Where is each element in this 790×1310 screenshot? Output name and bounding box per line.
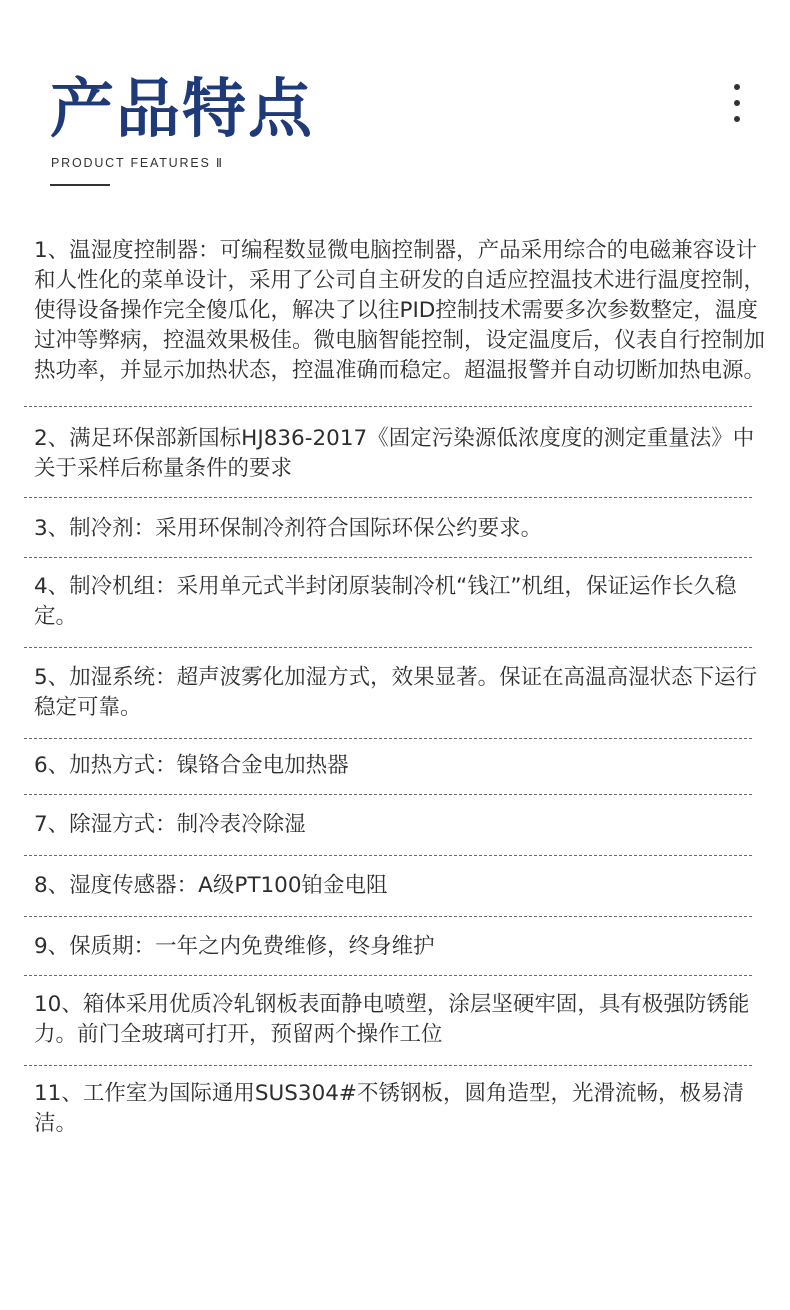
feature-text: 11、工作室为国际通用SUS304#不锈钢板，圆角造型，光滑流畅，极易清洁。 xyxy=(34,1081,744,1136)
dashed-divider xyxy=(24,557,752,558)
feature-item-10 xyxy=(22,990,767,1050)
feature-text: 4、制冷机组：采用单元式半封闭原装制冷机“钱江”机组，保证运作长久稳定。 xyxy=(34,574,737,629)
feature-item-6 xyxy=(22,751,767,781)
feature-text: 10、箱体采用优质冷轧钢板表面静电喷塑，涂层坚硬牢固，具有极强防锈能力。前门全玻璃可打开，预留两个操作工位 xyxy=(34,992,750,1047)
dashed-divider xyxy=(24,497,752,498)
dashed-divider xyxy=(24,855,752,856)
feature-list xyxy=(22,232,767,1139)
feature-item-9 xyxy=(22,932,767,962)
dashed-divider xyxy=(24,794,752,795)
page-header xyxy=(0,0,790,200)
feature-item-5 xyxy=(22,663,767,723)
feature-item-11 xyxy=(22,1079,767,1139)
feature-item-1 xyxy=(22,236,767,386)
feature-text: 9、保质期：一年之内免费维修，终身维护 xyxy=(34,934,435,959)
more-vertical-icon[interactable] xyxy=(730,84,744,126)
feature-item-4 xyxy=(22,572,767,632)
feature-item-2 xyxy=(22,424,767,484)
page-subtitle: PRODUCT FEATURES Ⅱ xyxy=(51,156,224,170)
feature-text: 1、温湿度控制器：可编程数显微电脑控制器，产品采用综合的电磁兼容设计和人性化的菜单设计，采用了公司自主研发的自适应控温技术进行温度控制，使得设备操作完全傻瓜化，解决了以往PID控制技术需要多次参数整定，温度过冲等弊病，控温效果极佳。微电脑智能控制，设定温度后，仪表自行控制加热功率，并显示加热状态，控温准确而稳定。超温报警并自动切断加热电源。 xyxy=(34,238,766,383)
feature-item-7 xyxy=(22,810,767,840)
feature-text: 2、满足环保部新国标HJ836-2017《固定污染源低浓度度的测定重量法》中关于采样后称量条件的要求 xyxy=(34,426,755,481)
feature-text: 3、制冷剂：采用环保制冷剂符合国际环保公约要求。 xyxy=(34,516,543,541)
dashed-divider xyxy=(24,916,752,917)
feature-item-8 xyxy=(22,871,767,901)
dashed-divider xyxy=(24,406,752,407)
feature-item-3 xyxy=(22,514,767,544)
feature-text: 8、湿度传感器：A级PT100铂金电阻 xyxy=(34,873,388,898)
feature-text: 5、加湿系统：超声波雾化加湿方式，效果显著。保证在高温高湿状态下运行稳定可靠。 xyxy=(34,665,758,720)
feature-text: 7、除湿方式：制冷表冷除湿 xyxy=(34,812,306,837)
feature-text: 6、加热方式：镍铬合金电加热器 xyxy=(34,753,349,778)
page-title: 产品特点 xyxy=(50,73,314,147)
dashed-divider xyxy=(24,975,752,976)
dashed-divider xyxy=(24,647,752,648)
title-underline xyxy=(50,184,110,186)
dashed-divider xyxy=(24,1065,752,1066)
dashed-divider xyxy=(24,738,752,739)
